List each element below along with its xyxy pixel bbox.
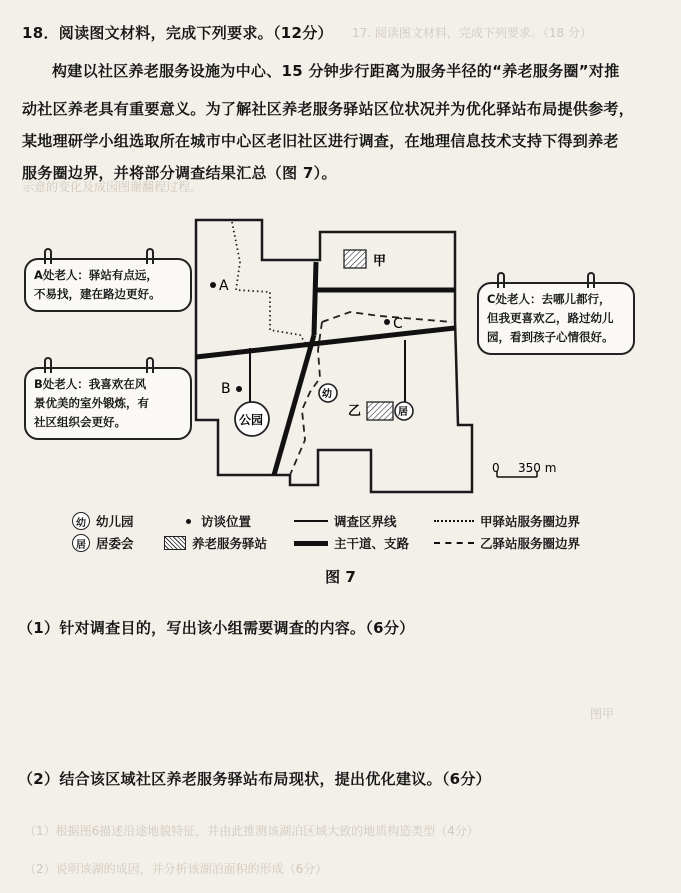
legend-label: 主干道、支路 <box>334 536 410 551</box>
ghost-text-bottom-2: （2）说明该湖的成因，并分析该湖泊面积的形成（6分） <box>24 862 328 876</box>
boundary-line-icon <box>294 520 328 522</box>
main-road <box>314 262 316 335</box>
ghost-text-bottom-1: （1）根据图6描述沿途地貌特征，并由此推测该湖泊区域大致的地质构造类型（4分） <box>24 824 479 838</box>
jia-service-boundary <box>232 222 310 350</box>
legend-yi-boundary <box>434 534 580 552</box>
speech-bubble-c <box>477 282 635 355</box>
question-title: 18．阅读图文材料，完成下列要求。（12分） <box>22 24 333 42</box>
bubble-c-line: 但我更喜欢乙，路过幼儿 <box>487 311 614 325</box>
figure-caption: 图 7 <box>325 568 356 586</box>
interview-dot-icon <box>186 519 191 524</box>
legend-committee <box>72 534 134 552</box>
scale-label: 350 m <box>518 461 557 475</box>
legend-label: 乙驿站服务圈边界 <box>480 536 581 551</box>
legend-label: 调查区界线 <box>334 514 397 529</box>
point-b-label: B <box>221 381 231 397</box>
legend-label: 访谈位置 <box>201 514 252 529</box>
dashed-line-icon <box>434 542 474 544</box>
bubble-b-line: B处老人：我喜欢在风 <box>34 377 147 391</box>
survey-boundary <box>196 220 472 492</box>
legend-station <box>164 534 267 552</box>
paragraph-line: 服务圈边界，并将部分调查结果汇总（图 7）。 <box>22 164 337 182</box>
committee-icon: 居 <box>72 534 90 552</box>
speech-bubble-a <box>24 258 192 312</box>
committee-glyph: 居 <box>398 407 408 418</box>
survey-map <box>0 200 681 510</box>
legend-kindergarten <box>72 512 134 530</box>
ghost-text-top-right: 17. 阅读图文材料，完成下列要求。（18 分） <box>352 26 592 40</box>
bubble-a-line: 不易找，建在路边更好。 <box>34 287 161 301</box>
bubble-b-line: 社区组织会更好。 <box>34 415 126 429</box>
legend-interview <box>182 512 251 530</box>
bubble-b-line: 景优美的室外锻炼，有 <box>34 396 149 410</box>
ghost-text-left-mid: 示意的变化及成因图谢翻程过程。 <box>22 180 203 194</box>
sub-question-2: （2）结合该区域社区养老服务驿站布局现状，提出优化建议。（6分） <box>18 770 491 788</box>
legend-label: 甲驿站服务圈边界 <box>480 514 581 529</box>
road-line-icon <box>294 541 328 546</box>
bubble-c-line: C处老人：去哪儿都行， <box>487 292 611 306</box>
park-label: 公园 <box>239 413 264 427</box>
bubble-a-line: A处老人：驿站有点远， <box>34 268 158 282</box>
paragraph-line: 动社区养老具有重要意义。为了解社区养老服务驿站区位状况并为优化驿站布局提供参考， <box>22 100 635 118</box>
interview-point-c <box>384 319 390 325</box>
paragraph-line: 构建以社区养老服务设施为中心、15 分钟步行距离为服务半径的“养老服务圈”对推 <box>52 62 620 80</box>
dotted-line-icon <box>434 520 474 522</box>
legend-label: 居委会 <box>96 536 134 551</box>
bubble-c-line: 园，看到孩子心情很好。 <box>487 330 614 344</box>
station-jia-label: 甲 <box>373 254 387 269</box>
interview-point-b <box>236 386 242 392</box>
sub-question-1: （1）针对调查目的，写出该小组需要调查的内容。（6分） <box>18 619 415 637</box>
legend-label: 幼儿园 <box>96 514 134 529</box>
legend-roads <box>294 534 409 552</box>
station-yi <box>367 402 393 420</box>
speech-bubble-b <box>24 367 192 440</box>
station-hatch-icon <box>164 536 186 550</box>
legend-jia-boundary <box>434 512 580 530</box>
main-road <box>274 335 314 475</box>
interview-point-a <box>210 282 216 288</box>
scale-zero: 0 <box>492 461 500 475</box>
main-road <box>196 328 455 357</box>
point-a-label: A <box>219 278 229 294</box>
point-c-label: C <box>393 316 403 332</box>
legend-boundary <box>294 512 397 530</box>
paragraph-line: 某地理研学小组选取所在城市中心区老旧社区进行调查，在地理信息技术支持下得到养老 <box>22 132 619 150</box>
station-yi-label: 乙 <box>348 404 362 419</box>
legend-label: 养老服务驿站 <box>192 536 268 551</box>
kindergarten-glyph: 幼 <box>322 389 332 400</box>
ghost-text-left-low: 图甲 <box>590 707 615 721</box>
kindergarten-icon: 幼 <box>72 512 90 530</box>
station-jia <box>344 250 366 268</box>
